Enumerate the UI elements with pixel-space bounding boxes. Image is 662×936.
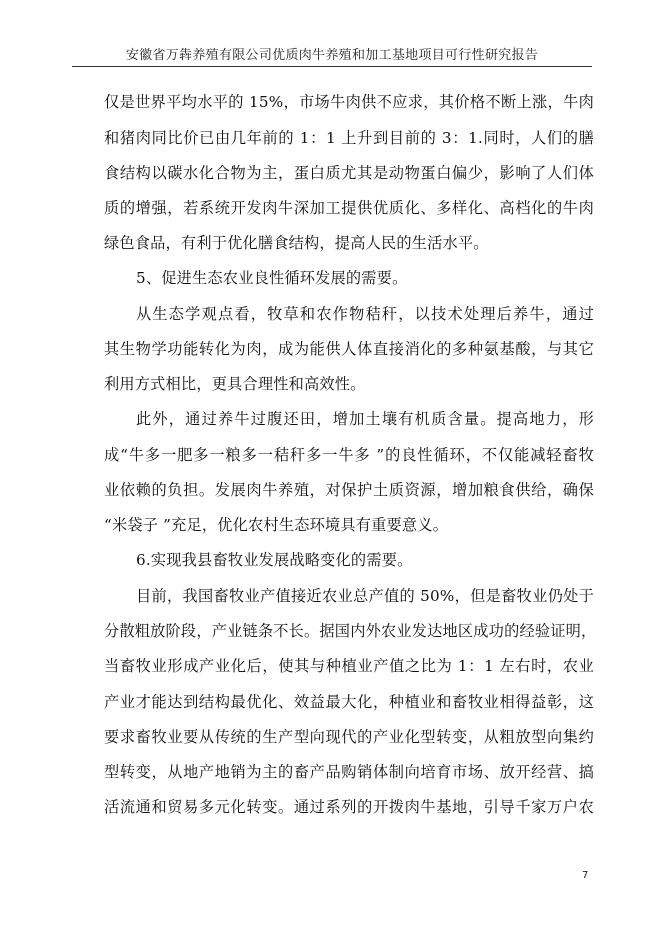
body-line-2: 和猪肉同比价已由几年前的 1：1 上升到目前的 3：1.同时，人们的膳 — [104, 129, 594, 147]
body-line-16: 分散粗放阶段，产业链条不长。据国内外农业发达地区成功的经验证明， — [104, 622, 597, 640]
body-line-5: 绿色食品，有利于优化膳食结构，提高人民的生活水平。 — [104, 234, 489, 252]
body-line-13: “米袋子 ”充足，优化农村生态环境具有重要意义。 — [104, 516, 449, 534]
body-line-9: 利用方式相比，更具合理性和高效性。 — [104, 375, 366, 393]
body-line-8: 其生物学功能转化为肉，成为能供人体直接消化的多种氨基酸，与其它 — [104, 340, 594, 358]
body-line-10: 此外，通过养牛过腹还田，增加土壤有机质含量。提高地力，形 — [136, 410, 594, 428]
page-header-title: 安徽省万犇养殖有限公司优质肉牛养殖和加工基地项目可行性研究报告 — [125, 48, 539, 63]
body-line-19: 要求畜牧业要从传统的生产型向现代的产业化型转变，从粗放型向集约 — [104, 728, 594, 746]
section-heading-6: 6.实现我县畜牧业发展战略变化的需要。 — [136, 551, 413, 569]
body-line-18: 产业才能达到结构最优化、效益最大化，种植业和畜牧业相得益彰，这 — [104, 693, 594, 711]
header-divider — [72, 66, 592, 67]
body-line-3: 食结构以碳水化合物为主，蛋白质尤其是动物蛋白偏少，影响了人们体 — [104, 164, 594, 182]
body-line-11: 成“牛多一肥多一粮多一秸秆多一牛多 ”的良性循环，不仅能减轻畜牧 — [104, 446, 594, 464]
body-line-7: 从生态学观点看，牧草和农作物秸秆，以技术处理后养牛，通过 — [136, 305, 594, 323]
body-line-15: 目前，我国畜牧业产值接近农业总产值的 50%，但是畜牧业仍处于 — [136, 587, 594, 605]
section-heading-5: 5、促进生态农业良性循环发展的需要。 — [136, 269, 408, 287]
body-line-1: 仅是世界平均水平的 15%，市场牛肉供不应求，其价格不断上涨，牛肉 — [104, 93, 594, 111]
body-line-21: 活流通和贸易多元化转变。通过系列的开拨肉牛基地，引导千家万户农 — [104, 798, 594, 816]
body-line-17: 当畜牧业形成产业化后，使其与种植业产值之比为 1：1 左右时，农业 — [104, 657, 594, 675]
page-number: 7 — [582, 870, 589, 881]
body-line-12: 业依赖的负担。发展肉牛养殖，对保护土质资源，增加粮食供给，确保 — [104, 481, 594, 499]
body-line-4: 质的增强，若系统开发肉牛深加工提供优质化、多样化、高档化的牛肉 — [104, 199, 594, 217]
body-line-20: 型转变，从地产地销为主的畜产品购销体制向培育市场、放开经营、搞 — [104, 763, 594, 781]
